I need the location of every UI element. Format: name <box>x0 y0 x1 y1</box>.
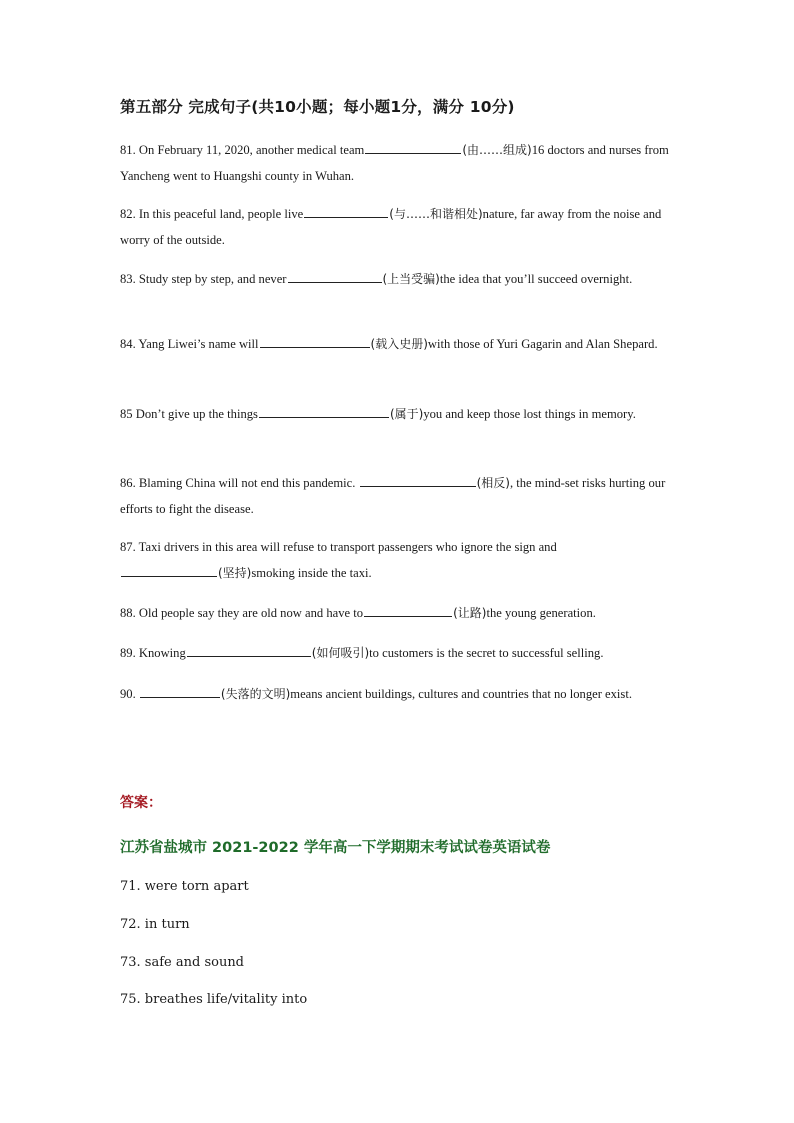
answer-item: 75. breathes life/vitality into <box>120 992 308 1007</box>
question-text-before: Study step by step, and never <box>135 272 287 286</box>
question-number: 82. <box>120 207 136 221</box>
source-title: 江苏省盐城市 2021-2022 学年高一下学期期末考试试卷英语试卷 <box>120 840 551 856</box>
question-number: 88. <box>120 606 136 620</box>
question-text-after: you and keep those lost things in memory. <box>423 407 636 421</box>
question-number: 84. <box>120 337 136 351</box>
question-hint: (上当受骗) <box>382 272 440 286</box>
question-text-before: Yang Liwei’s name will <box>135 337 259 351</box>
question-text-after: the young generation. <box>486 606 596 620</box>
question-text-before: Blaming China will not end this pandemic. <box>135 476 359 490</box>
answer-blank[interactable] <box>121 562 217 577</box>
question-hint: (失落的文明) <box>220 687 291 701</box>
question-text-before: In this peaceful land, people live <box>135 207 304 221</box>
question-text-after: , the mind-set risks hurting our efforts to fight the disease. <box>120 476 666 516</box>
question-text-before: On February 11, 2020, another medical team <box>135 143 365 157</box>
answer-item: 71. were torn apart <box>120 879 249 894</box>
question-hint: (如何吸引) <box>311 646 370 660</box>
question-number: 87. <box>120 540 136 554</box>
question-number: 90. <box>120 687 136 701</box>
answer-label: 答案： <box>120 795 162 811</box>
question-text-before: Knowing <box>135 646 186 660</box>
answer-blank[interactable] <box>260 333 370 348</box>
question-number: 89. <box>120 646 136 660</box>
question-82 <box>120 202 686 253</box>
question-81 <box>120 138 680 189</box>
question-text-after: with those of Yuri Gagarin and Alan Shepard. <box>427 337 658 351</box>
question-text-before: Don’t give up the things <box>132 407 258 421</box>
answer-blank[interactable] <box>365 139 461 154</box>
answer-blank[interactable] <box>259 403 389 418</box>
question-number: 86. <box>120 476 136 490</box>
question-text-after: nature, far away from the noise and worry of the outside. <box>120 207 662 247</box>
question-hint: (相反) <box>476 476 510 490</box>
question-87 <box>120 535 620 586</box>
answer-blank[interactable] <box>364 602 452 617</box>
question-number: 85 <box>120 407 133 421</box>
question-text-before <box>136 687 139 701</box>
question-hint: (属于) <box>389 407 424 421</box>
question-text-after: means ancient buildings, cultures and countries that no longer exist. <box>290 687 632 701</box>
question-hint: (与……和谐相处) <box>389 207 483 221</box>
question-hint: (让路) <box>453 606 487 620</box>
question-text-after: the idea that you’ll succeed overnight. <box>439 272 633 286</box>
question-hint: (坚持) <box>218 565 252 580</box>
question-86 <box>120 471 666 522</box>
question-text-after: to customers is the secret to successful selling. <box>369 646 604 660</box>
question-85 <box>120 396 660 433</box>
question-number: 83. <box>120 272 136 286</box>
question-hint: (载入史册) <box>370 337 428 351</box>
question-89 <box>120 641 700 667</box>
question-84 <box>120 332 676 358</box>
answer-blank[interactable] <box>304 203 388 218</box>
question-hint: (由……组成) <box>462 143 532 157</box>
question-text-after: smoking inside the taxi. <box>251 565 372 580</box>
question-90 <box>120 682 680 708</box>
answer-blank[interactable] <box>360 472 476 487</box>
answer-blank[interactable] <box>140 683 220 698</box>
question-text-after: 16 doctors and nurses from Yancheng went to Huangshi county in Wuhan. <box>120 143 669 183</box>
answer-blank[interactable] <box>187 642 311 657</box>
answer-item: 72. in turn <box>120 917 190 932</box>
question-text-before: Old people say they are old now and have to <box>135 606 364 620</box>
answer-item: 73. safe and sound <box>120 955 245 970</box>
section-title: 第五部分 完成句子(共10小题；每小题1分，满分 10分) <box>120 98 515 116</box>
question-83 <box>120 267 650 293</box>
question-number: 81. <box>120 143 136 157</box>
answer-blank[interactable] <box>288 268 382 283</box>
question-88 <box>120 601 700 627</box>
question-text-before: Taxi drivers in this area will refuse to transport passengers who ignore the sign and <box>135 540 557 554</box>
